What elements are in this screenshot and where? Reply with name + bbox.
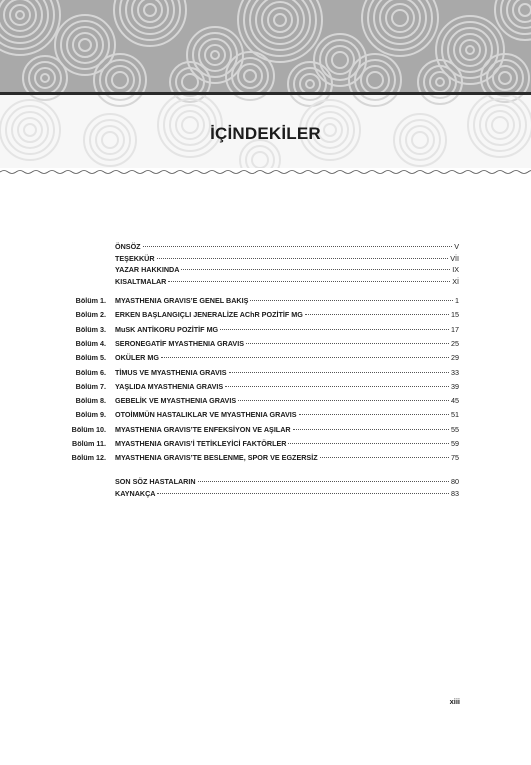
toc-page-number: VİI	[450, 253, 459, 263]
toc-row	[0, 241, 531, 253]
toc-chapter-number: Bölüm 8.	[75, 396, 106, 406]
toc-entry-title: MYASTHENIA GRAVIS’İ TETİKLEYİCİ FAKTÖRLER	[115, 439, 287, 448]
dot-leader	[181, 269, 450, 270]
toc-entry	[115, 476, 459, 488]
dot-leader	[225, 386, 449, 387]
dot-leader	[168, 281, 450, 282]
dot-leader	[198, 481, 449, 482]
toc-chapter-number: Bölüm 3.	[75, 324, 106, 334]
toc-chapter-number: Bölüm 9.	[75, 410, 106, 420]
toc-chapter-number: Bölüm 12.	[71, 453, 106, 463]
toc-page-number: 45	[451, 396, 459, 406]
toc-row	[0, 295, 531, 307]
toc-row	[0, 409, 531, 421]
toc-entry-title: KISALTMALAR	[115, 276, 167, 286]
toc-entry	[115, 367, 459, 379]
toc-entry	[115, 488, 459, 500]
toc-row	[0, 352, 531, 364]
dot-leader	[220, 329, 449, 330]
toc-entry	[115, 309, 459, 321]
toc-entry	[115, 438, 459, 450]
toc-entry-title: SERONEGATİF MYASTHENIA GRAVIS	[115, 338, 244, 348]
toc-entry	[115, 324, 459, 336]
toc-entry-title: ERKEN BAŞLANGIÇLI JENERALİZE AChR POZİTİF MG	[115, 310, 303, 320]
toc-row	[0, 338, 531, 350]
toc-chapter-number: Bölüm 4.	[75, 338, 106, 348]
toc-chapter-number: Bölüm 6.	[75, 367, 106, 377]
toc-page-number: 29	[451, 353, 459, 363]
toc-entry-title: KAYNAKÇA	[115, 488, 156, 498]
toc-entry	[115, 424, 459, 436]
toc-entry	[115, 452, 459, 464]
dot-leader	[305, 314, 449, 315]
dot-leader	[161, 357, 449, 358]
dot-leader	[238, 400, 449, 401]
toc-row	[0, 424, 531, 436]
dot-leader	[246, 343, 449, 344]
toc-page-number: 25	[451, 338, 459, 348]
toc-row	[0, 309, 531, 321]
dot-leader	[143, 246, 453, 247]
toc-entry-title: MYASTHENIA GRAVIS’TE ENFEKSİYON VE AŞILAR	[115, 424, 291, 434]
page-number: xiii	[449, 697, 460, 706]
toc-chapter-number: Bölüm 2.	[75, 310, 106, 320]
toc-entry	[115, 409, 459, 421]
toc-page-number: IX	[452, 265, 459, 274]
toc-entry-title: MYASTHENIA GRAVIS’TE BESLENME, SPOR VE EGZERSİZ	[115, 453, 318, 463]
toc-entry-title: TEŞEKKÜR	[115, 253, 155, 263]
decorative-header	[0, 0, 531, 185]
toc-page-number: 55	[451, 424, 459, 434]
dot-leader	[293, 429, 449, 430]
dot-leader	[299, 414, 449, 415]
toc-page-number: 75	[451, 453, 459, 463]
toc-row	[0, 367, 531, 379]
toc-entry-title: SON SÖZ HASTALARIN	[115, 477, 196, 486]
dot-leader	[320, 457, 449, 458]
toc-page-number: 1	[455, 296, 459, 305]
toc-entry-title: YAZAR HAKKINDA	[115, 265, 180, 274]
toc-page-number: 33	[451, 367, 459, 377]
toc-entry	[115, 338, 459, 350]
toc-row	[0, 276, 531, 288]
toc-entry	[115, 264, 459, 276]
toc-row	[0, 381, 531, 393]
toc-row	[0, 452, 531, 464]
toc-entry-title: GEBELİK VE MYASTHENIA GRAVIS	[115, 396, 237, 406]
toc-entry-title: YAŞLIDA MYASTHENIA GRAVIS	[115, 381, 224, 391]
toc-page-number: 51	[451, 410, 459, 420]
toc-entry	[115, 381, 459, 393]
toc-entry-title: ÖNSÖZ	[115, 242, 141, 251]
toc-page-number: 15	[451, 310, 459, 320]
toc-entry	[115, 241, 459, 253]
toc-page-number: Xİ	[452, 276, 459, 286]
toc-page-number: 39	[451, 381, 459, 391]
toc-page-number: 83	[451, 488, 459, 498]
toc-row	[0, 324, 531, 336]
dot-leader	[288, 443, 449, 444]
toc-entry-title: MuSK ANTİKORU POZİTİF MG	[115, 324, 219, 334]
toc-chapter-number: Bölüm 11.	[72, 439, 106, 448]
toc-chapter-number: Bölüm 5.	[75, 353, 106, 363]
circles-pattern-graphic	[0, 0, 531, 185]
toc-entry-title: OKÜLER MG	[115, 353, 159, 363]
toc-chapter-number: Bölüm 10.	[71, 424, 106, 434]
toc-page-number: 17	[451, 324, 459, 334]
toc-page-number: 80	[451, 477, 459, 486]
toc-row	[0, 395, 531, 407]
page-title: İÇİNDEKİLER	[210, 124, 321, 143]
toc-page-number: 59	[451, 439, 459, 448]
toc-row	[0, 476, 531, 488]
toc-row	[0, 253, 531, 265]
dot-leader	[157, 258, 449, 259]
toc-entry-title: OTOİMMÜN HASTALIKLAR VE MYASTHENIA GRAVIS	[115, 410, 297, 420]
dot-leader	[250, 300, 453, 301]
toc-entry	[115, 295, 459, 307]
toc-row	[0, 488, 531, 500]
dot-leader	[229, 372, 449, 373]
toc-page-number: V	[454, 242, 459, 251]
toc-row	[0, 438, 531, 450]
toc-entry	[115, 395, 459, 407]
toc-entry	[115, 276, 459, 288]
toc-entry	[115, 352, 459, 364]
toc-entry	[115, 253, 459, 265]
toc-entry-title: MYASTHENIA GRAVIS’E GENEL BAKIŞ	[115, 296, 249, 305]
dot-leader	[157, 493, 449, 494]
toc-entry-title: TİMUS VE MYASTHENIA GRAVIS	[115, 367, 227, 377]
toc-chapter-number: Bölüm 1.	[75, 296, 106, 305]
toc-row	[0, 264, 531, 276]
toc-chapter-number: Bölüm 7.	[75, 381, 106, 391]
